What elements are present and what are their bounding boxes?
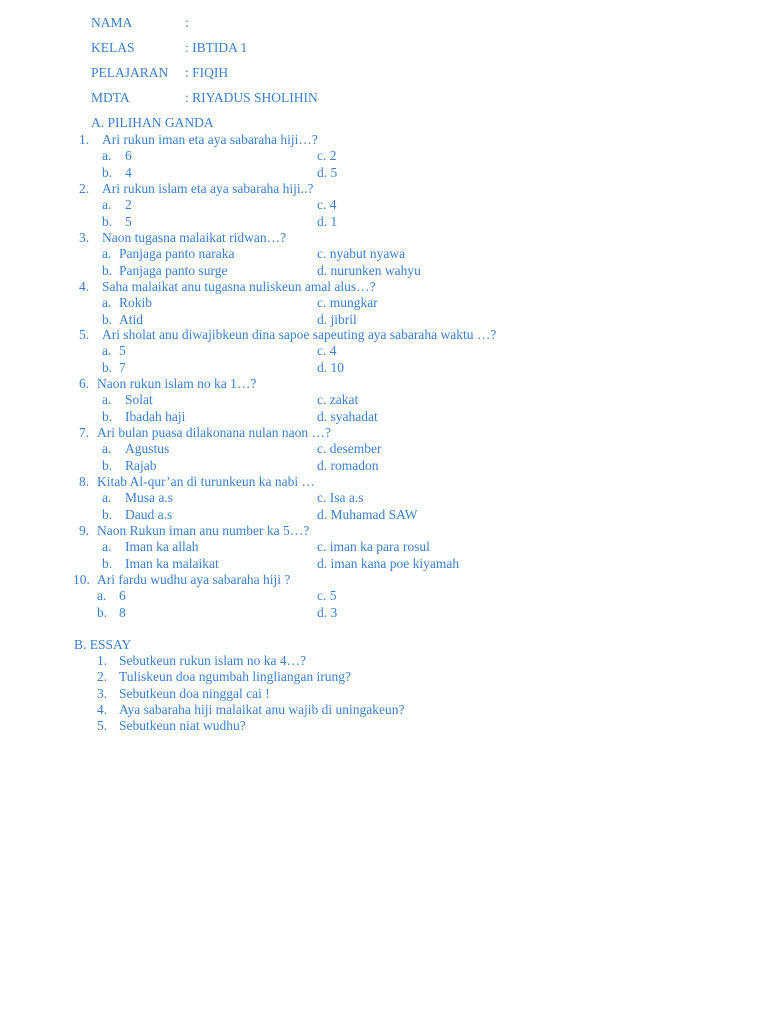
question-text: Naon tugasna malaikat ridwan…? [102, 230, 287, 245]
option-b-text: 4 [125, 165, 132, 180]
essay-text: Tuliskeun doa ngumbah lingliangan irung? [119, 669, 351, 684]
option-d: d. nurunken wahyu [317, 263, 421, 278]
label-kelas: KELAS [91, 40, 135, 55]
option-d: d. 3 [317, 605, 338, 620]
option-c: c. 2 [317, 148, 337, 163]
option-b-letter: b. [102, 556, 113, 571]
option-c: c. mungkar [317, 295, 378, 310]
question-text: Naon Rukun iman anu number ka 5…? [97, 523, 310, 538]
question-number: 1. [79, 132, 90, 147]
option-c: c. nyabut nyawa [317, 246, 406, 261]
option-c: c. 5 [317, 588, 337, 603]
option-d: d. jibril [317, 312, 357, 327]
option-a-letter: a. [102, 148, 112, 163]
option-d: d. romadon [317, 458, 379, 473]
question-number: 5. [79, 327, 90, 342]
option-c: c. Isa a.s [317, 490, 364, 505]
option-b-text: Daud a.s [125, 507, 173, 522]
essay-number: 2. [97, 669, 108, 684]
value-mdta: : RIYADUS SHOLIHIN [185, 90, 318, 105]
option-a-letter: a. [102, 343, 112, 358]
question-number: 2. [79, 181, 90, 196]
option-c: c. iman ka para rosul [317, 539, 430, 554]
option-d: d. Muhamad SAW [317, 507, 418, 522]
essay-text: Aya sabaraha hiji malaikat anu wajib di uningakeun? [119, 702, 405, 717]
question-number: 6. [79, 376, 90, 391]
option-a-text: Iman ka allah [125, 539, 199, 554]
option-c: c. desember [317, 441, 382, 456]
option-d: d. 10 [317, 360, 344, 375]
section-a-title: A. PILIHAN GANDA [91, 115, 214, 130]
option-c: c. 4 [317, 197, 337, 212]
section-b-title: B. ESSAY [74, 637, 132, 652]
option-d: d. iman kana poe kiyamah [317, 556, 460, 571]
essay-text: Sebutkeun doa ninggal cai ! [119, 686, 270, 701]
question-text: Ari sholat anu diwajibkeun dina sapoe sapeuting aya sabaraha waktu …? [102, 327, 497, 342]
question-number: 8. [79, 474, 90, 489]
label-mdta: MDTA [91, 90, 130, 105]
option-a-text: 6 [119, 588, 126, 603]
option-b-letter: b. [102, 165, 113, 180]
question-text: Ari fardu wudhu aya sabaraha hiji ? [97, 572, 291, 587]
option-b-letter: b. [102, 458, 113, 473]
question-text: Ari bulan puasa dilakonana nulan naon …? [97, 425, 331, 440]
question-text: Naon rukun islam no ka 1…? [97, 376, 257, 391]
option-b-letter: b. [102, 263, 113, 278]
option-a-letter: a. [102, 392, 112, 407]
question-text: Kitab Al-qur’an di turunkeun ka nabi … [97, 474, 315, 489]
option-a-letter: a. [102, 490, 112, 505]
option-b-text: Ibadah haji [125, 409, 186, 424]
option-a-text: 5 [119, 343, 126, 358]
option-b-text: 8 [119, 605, 126, 620]
option-a-letter: a. [97, 588, 107, 603]
essay-number: 1. [97, 653, 108, 668]
label-pelajaran: PELAJARAN [91, 65, 169, 80]
essay-number: 5. [97, 718, 108, 733]
option-a-text: 2 [125, 197, 132, 212]
value-pelajaran: : FIQIH [185, 65, 229, 80]
question-text: Ari rukun islam eta aya sabaraha hiji..? [102, 181, 314, 196]
option-b-text: Rajab [125, 458, 157, 473]
option-a-letter: a. [102, 295, 112, 310]
option-a-letter: a. [102, 197, 112, 212]
option-a-letter: a. [102, 539, 112, 554]
label-nama: NAMA [91, 15, 133, 30]
option-b-text: Atid [119, 312, 144, 327]
option-a-text: Panjaga panto naraka [119, 246, 235, 261]
value-kelas: : IBTIDA 1 [185, 40, 248, 55]
essay-number: 4. [97, 702, 108, 717]
option-a-text: Musa a.s [125, 490, 173, 505]
question-number: 3. [79, 230, 90, 245]
option-c: c. zakat [317, 392, 359, 407]
question-number: 9. [79, 523, 90, 538]
option-b-letter: b. [102, 312, 113, 327]
option-a-letter: a. [102, 441, 112, 456]
option-b-letter: b. [102, 409, 113, 424]
question-number: 4. [79, 279, 90, 294]
question-number: 7. [79, 425, 90, 440]
option-b-text: 5 [125, 214, 132, 229]
option-d: d. syahadat [317, 409, 378, 424]
essay-number: 3. [97, 686, 108, 701]
option-d: d. 5 [317, 165, 338, 180]
question-text: Ari rukun iman eta aya sabaraha hiji…? [102, 132, 318, 147]
option-b-letter: b. [97, 605, 108, 620]
option-b-letter: b. [102, 360, 113, 375]
question-text: Saha malaikat anu tugasna nuliskeun amal alus…? [102, 279, 376, 294]
option-a-letter: a. [102, 246, 112, 261]
option-b-text: 7 [119, 360, 126, 375]
option-a-text: Agustus [125, 441, 170, 456]
value-nama: : [185, 15, 189, 30]
option-b-text: Panjaga panto surge [119, 263, 228, 278]
option-b-letter: b. [102, 507, 113, 522]
option-a-text: Solat [125, 392, 153, 407]
option-c: c. 4 [317, 343, 337, 358]
option-d: d. 1 [317, 214, 338, 229]
option-b-letter: b. [102, 214, 113, 229]
essay-text: Sebutkeun niat wudhu? [119, 718, 246, 733]
option-a-text: 6 [125, 148, 132, 163]
option-a-text: Rokib [119, 295, 153, 310]
question-number: 10. [73, 572, 90, 587]
option-b-text: Iman ka malaikat [125, 556, 219, 571]
essay-text: Sebutkeun rukun islam no ka 4…? [119, 653, 307, 668]
